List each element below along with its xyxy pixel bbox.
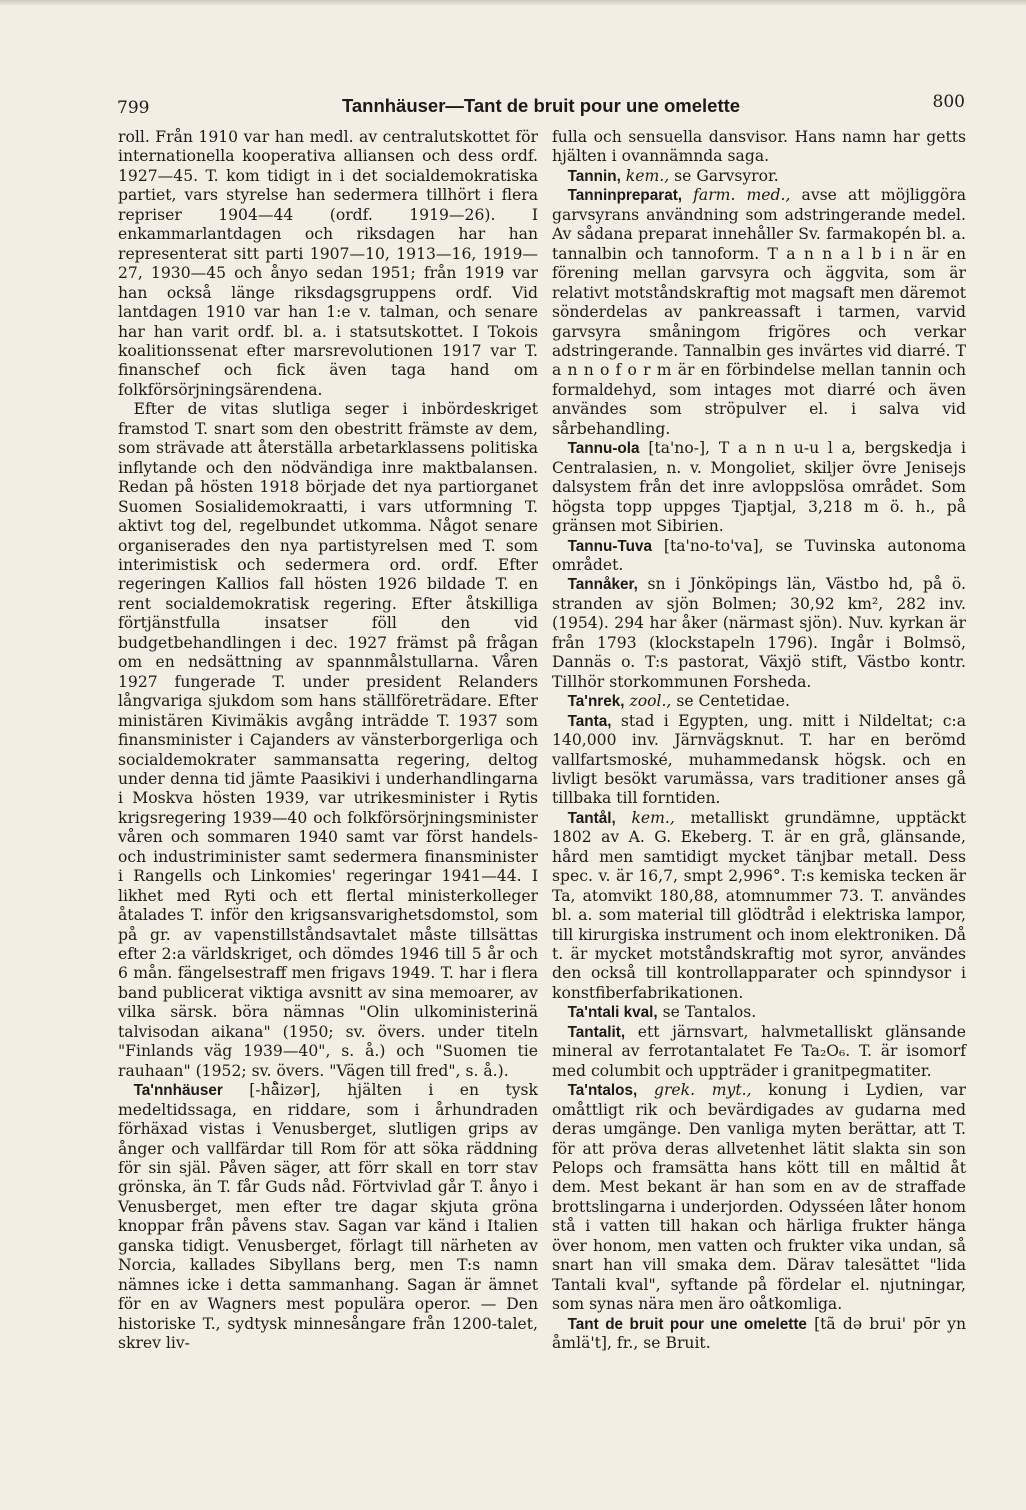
entry-tantalos: [552, 1081, 966, 1314]
headword: Ta'ntalos,: [567, 1082, 638, 1100]
entry-text: [ta'no-to'va], se Tuvinska autonoma området.: [552, 536, 966, 574]
headword: Tannu-ola: [567, 440, 640, 458]
entry-text: sn i Jönköpings län, Västbo hd, på ö. stranden av sjön Bolmen; 30,92 km², 282 inv. (1954). 294 har åker (närmast sjön). Nuv. kyrkan är från 1793 (klockstapeln 1796). Ingår i Bolmsö, Dannäs o. T:s pastorat, Växjö stift, Västbo kontr. Tillhör storkommunen Forsheda.: [552, 575, 966, 691]
entry-tant-de-bruit: [552, 1315, 966, 1354]
headword: Tannu-Tuva: [567, 537, 653, 555]
subject-label: kem.,: [615, 808, 675, 827]
headword: Tanninpreparat,: [567, 187, 683, 205]
left-column: [118, 128, 538, 1354]
running-title: Tannhäuser—Tant de bruit pour une omelette: [341, 95, 741, 116]
paragraph-text: roll. Från 1910 var han medl. av centralutskottet för internationella kooperativa alliansen och dess ordf. 1927—45. T. kom tidigt in i det socialdemokratiska partiet, vars styrelse han sedermera tillhört i flera repriser 1904—44 (ordf. 1919—26). I enkammarlantdagen och riksdagen har han representerat sitt parti 1907—10, 1913—16, 1919—27, 1930—45 och ånyo sedan 1951; från 1919 var han också länge riksdagsgruppens ordf. Vid lantdagen 1910 var han 1:e v. talman, och senare har han varit ordf. bl. a. i statsutskottet. I Tokois koalitionssenat efter marsrevolutionen 1917 var T. finanschef och fick även taga hand om folkförsörjningsärendena.: [118, 128, 538, 399]
entry-tannu-tuva: [552, 537, 966, 576]
entry-tanrek: [552, 692, 966, 711]
entry-paragraph: [118, 128, 538, 400]
page-number-right: 800: [932, 92, 965, 112]
entry-tanta: [552, 712, 966, 809]
headword: Tannin,: [567, 167, 621, 185]
headword: Tannåker,: [567, 576, 638, 594]
entry-tannu-ola: [552, 439, 966, 536]
entry-text: [tã də brui' pōr yn åmlä't], fr., se Bruit.: [552, 1314, 966, 1353]
paragraph-text: fulla och sensuella dansvisor. Hans namn har getts hjälten i ovannämnda saga.: [552, 128, 966, 166]
paragraph-text: Efter de vitas slutliga seger i inbördeskriget framstod T. snart som den obestritt främste av dem, som strävade att återställa arbetarklassens politiska inflytande och den nödvändiga inre maktbalansen. Redan på hösten 1918 började det nya partiorganet Suomen Sosialidemokraatti, i vars utformning T. aktivt tog del, regelbundet utkomma. Något senare organiserades den nya partistyrelsen med T. som interimistisk och sedermera ord. ordf. Efter regeringen Kallios fall hösten 1926 bildade T. en rent socialdemokratisk regering. Efter åtskilliga förtjänstfulla insatser föll den vid budgetbehandlingen i dec. 1927 främst på frågan om en nedsättning av spannmålstullarna. Våren 1927 fungerade T. under president Relanders långvariga sjukdom som hans ställföreträdare. Efter ministären Kivimäkis avgång inträdde T. 1937 som finansminister i Cajanders av vänsterborgerliga och socialdemokrater sammansatta regering, deltog under denna tid jämte Paasikivi i underhandlingarna i Moskva hösten 1939, var utrikesminister i Rytis krigsregering 1939—40 och folkförsörjningsminister våren och sommaren 1940 samt var först handels- och industriminister samt sedermera finansminister i Rangells och Linkomies' regeringar 1941—44. I likhet med Ryti och ett flertal ministerkolleger åtalades T. inför den krigsansvarighetsdomstol, som på gr. av vapenstillståndsavtalet måste tillsättas efter 2:a världskriget, och dömdes 1946 till 5 år och 6 mån. fängelsestraff men frigavs 1949. T. har i flera band publicerat viktiga avsnitt av sina memoarer, av vilka särsk. böra nämnas "Olin ulkoministerinä talvisodan aikana" (1950; sv. övers. under titeln "Finlands väg 1939—40", s. å.) och "Suomen tie rauhaan" (1952; sv. övers. "Vägen till fred", s. å.).: [118, 400, 538, 1080]
entry-paragraph: [118, 400, 538, 1081]
entry-text: [-hå̈izər], hjälten i en tysk medeltidssaga, en riddare, som i århundraden förhäxad vistas i Venusberget, slutligen grips av ånger och vallfärdar till Rom för att söka räddning för sin själ. Påven säger, att förr skall en torr stav grönska, än T. får Guds nåd. Förtvivlad går T. ånyo i Venusberget, men efter tre dagar skjuta gröna knoppar från påvens stav. Sagan var känd i Italien ganska tidigt. Venusberget, förlagt till närheten av Norcia, kallades Sibyllans berg, men T:s namn nämnes icke i detta sammanhang. Sagan är ämnet för en av Wagners mest populära operor. — Den historiske T., sydtysk minnesångare från 1200-talet, skrev liv-: [118, 1081, 538, 1353]
headword: Ta'nrek,: [567, 693, 625, 711]
subject-label: grek. myt.,: [637, 1081, 752, 1100]
entry-text: metalliskt grundämne, upptäckt 1802 av A. G. Ekeberg. T. är en grå, glänsande, hård men samtidigt mycket tänjbar metall. Dess spec. v. är 16,7, smpt 2,996°. T:s kemiska tecken är Ta, atomvikt 180,88, atomnummer 73. T. användes bl. a. som material till glödtråd i elektriska lampor, till kirurgiska instrument och inom elektroniken. Då t. är mycket motståndskraftig mot syror, användes den också till kontrollapparater och spinndysor i konstfiberfabrikationen.: [552, 808, 966, 1002]
running-header: [117, 92, 965, 122]
entry-tantali-kval: [552, 1003, 966, 1022]
entry-tanninpreparat: [552, 186, 966, 439]
headword: Ta'nnhäuser: [133, 1082, 223, 1100]
entry-text: se Garvsyror.: [669, 166, 779, 185]
entry-text: se Tantalos.: [657, 1003, 757, 1022]
entry-tannaker: [552, 575, 966, 692]
entry-text: stad i Egypten, ung. mitt i Nildeltat; c:a 140,000 inv. Järnvägsknut. T. har en berömd vallfartsmoské, muhammedansk högsk. och en livligt besökt varumässa, vars traditioner anses gå tillbaka till forntiden.: [552, 711, 966, 808]
headword: Tanta,: [567, 712, 612, 730]
page-edge-shadow: [0, 0, 1026, 6]
headword: Tant de bruit pour une omelette: [567, 1315, 807, 1333]
headword: Ta'ntali kval,: [567, 1004, 658, 1022]
entry-tantal: [552, 809, 966, 1004]
entry-tannhauser: [118, 1081, 538, 1353]
page-number-left: 799: [117, 98, 150, 118]
entry-text: [ta'no-], T a n n u-u l a, bergskedja i Centralasien, n. v. Mongoliet, skiljer övre Jeniseјs dalsystem från det inre avloppslösa området. Som högsta topp uppges Tjaptjal, 3,218 m ö. h., på gränsen mot Sibirien.: [552, 439, 966, 536]
subject-label: kem.,: [620, 166, 670, 185]
entry-text: konung i Lydien, var omåttligt rik och bevärdigades av gudarna med deras umgänge. Den vanliga myten berättar, att T. för att pröva deras allvetenhet lätit slakta sin son Pelops och framsätta hans kött till en måltid åt dem. Mest bekant är han som en av de straffade brottslingarna i underjorden. Odysséen låter honom stå i vatten till hakan och härliga frukter hänga över honom, men vatten och frukter vika undan, så snart han vill smaka dem. Därav talesättet "lida Tantali kval", syftande på fördelar el. njutningar, som synas nära men äro oåtkomliga.: [552, 1081, 967, 1314]
right-column: [552, 128, 966, 1354]
entry-text: ett järnsvart, halvmetalliskt glänsande mineral av ferrotantalatet Fe Ta₂O₆. T. är isomorf med columbit och uppträder i granitpegmatiter.: [552, 1022, 966, 1080]
entry-text: se Centetidae.: [671, 692, 790, 711]
entry-tannin: [552, 167, 966, 186]
headword: Tantål,: [567, 809, 616, 827]
headword: Tantalit,: [567, 1023, 626, 1041]
entry-text: avse att möjliggöra garvsyrans användning som adstringerande medel. Av sådana preparat innehåller Sv. farmakopén bl. a. tannalbin och tannoform. T a n n a l b i n är en förening mellan garvsyra och äggvita, som är relativt motståndskraftig mot magsaft men däremot sönderdelas av pankreassaft i tarmen, varvid garvsyra småningom frigöres och verkar adstringerande. Tannalbin ges invärtes vid diarré. T a n n o f o r m är en förbindelse mellan tannin och formaldehyd, som intages mot diarré och även användes som ströpulver el. i salva vid sårbehandling.: [552, 186, 966, 438]
subject-label: zool.,: [624, 692, 672, 711]
entry-paragraph: [552, 128, 966, 167]
subject-label: farm. med.,: [682, 186, 791, 205]
entry-tantalit: [552, 1023, 966, 1081]
